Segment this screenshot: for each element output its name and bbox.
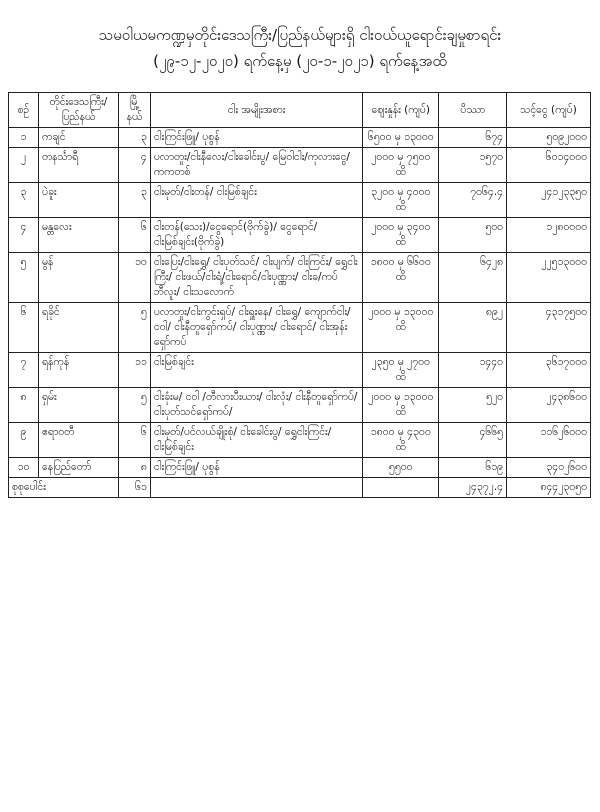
cell-region: ဧရာဝတီ xyxy=(38,423,118,458)
table-row xyxy=(9,218,591,253)
cell-no: ၄ xyxy=(9,218,39,253)
cell-amount: ၂၂၅၁၃၀၀၀ xyxy=(507,253,591,303)
cell-amount: ၃၄၀၂၆၀၀ xyxy=(507,458,591,478)
cell-count: ၈ xyxy=(118,458,150,478)
cell-price: ၂၀၀၀ မှ ၇၅၀၀ ထိ xyxy=(363,148,439,183)
cell-region: ရှမ်း xyxy=(38,388,118,423)
cell-viss: ၁၄၄၀ xyxy=(439,353,507,388)
table-row xyxy=(9,388,591,423)
cell-fish: ပလာတူး/ငါးနီလေး/ငါးခေါင်းပွ/ မြေဝါငါး/ကုလားငွေ/ကကတစ် xyxy=(150,148,362,183)
cell-amount: ၁၂၈၀၀၀၀ xyxy=(507,218,591,253)
cell-fish: ငါးမုတ်/ပင်လယ်ချိုးစုံ/ ငါးခေါင်းပွ/ ရွှေငါးကြင်း/ ငါးမြစ်ချင်း xyxy=(150,423,362,458)
table-header-row xyxy=(9,93,591,128)
cell-region: ရန်ကုန် xyxy=(38,353,118,388)
cell-no: ၉ xyxy=(9,423,39,458)
total-empty-fish xyxy=(150,478,362,498)
table-row xyxy=(9,303,591,353)
total-amount: ၈၄၄၂၃၀၅၀ xyxy=(507,478,591,498)
cell-region: ရခိုင် xyxy=(38,303,118,353)
cell-fish: ငါးကြင်းဖြူ/ ပုစွန် xyxy=(150,128,362,148)
title-line-2: (၂၉-၁၂-၂၀၂၀) ရက်နေ့မှ (၂၀-၁-၂၀၂၁) ရက်နေ့အထိ xyxy=(153,52,447,70)
cell-count: ၃ xyxy=(118,183,150,218)
cell-region: ကချင် xyxy=(38,128,118,148)
cell-amount: ၃၆၁၇၀၀၀ xyxy=(507,353,591,388)
cell-price: ၂၀၀၀ မှ ၃၄၀၀ ထိ xyxy=(363,218,439,253)
cell-amount: ၄၃၁၇၅၀၀ xyxy=(507,303,591,353)
table-row xyxy=(9,458,591,478)
cell-region: မန္တလေး xyxy=(38,218,118,253)
cell-region: တနင်္သာရီ xyxy=(38,148,118,183)
cell-fish: ငါးကြင်းဖြူ/ ပုစွန် xyxy=(150,458,362,478)
cell-region: နေပြည်တော် xyxy=(38,458,118,478)
cell-price: ၂၀၀၀ မှ ၁၃၀၀၀ ထိ xyxy=(363,303,439,353)
table-row xyxy=(9,148,591,183)
header-count: မြို့ နယ် xyxy=(118,93,150,128)
cell-no: ၂ xyxy=(9,148,39,183)
cell-count: ၆ xyxy=(118,423,150,458)
total-row xyxy=(9,478,591,498)
table-row xyxy=(9,423,591,458)
cell-no: ၁၀ xyxy=(9,458,39,478)
cell-fish: ငါးခုံးမ/ ငဝါ /တီလားပီးယား/ ငါးလုံး/ ငါးနီတူရှော်ကပ်/ငါးပုတ်သင်ရှော်ကပ်/ xyxy=(150,388,362,423)
cell-viss: ၆၁၉ xyxy=(439,458,507,478)
cell-price: ၂၀၀၀ မှ ၁၃၀၀၀ ထိ xyxy=(363,388,439,423)
cell-fish: ငါးမုတ်/ငါးတန်/ ငါးမြစ်ချင်း xyxy=(150,183,362,218)
cell-viss: ၄၆၆၅ xyxy=(439,423,507,458)
cell-viss: ၅၂၀ xyxy=(439,388,507,423)
cell-count: ၆ xyxy=(118,218,150,253)
cell-price: ၆၅၀၀ မှ ၁၃၀၀၀ xyxy=(363,128,439,148)
cell-fish: ငါးတန်(သေး)/ငွေရောင်(ဗိုက်ခွဲ)/ ငွေရောင်/ ငါးမြစ်ချင်း(ဗိုက်ခွဲ) xyxy=(150,218,362,253)
cell-no: ၆ xyxy=(9,303,39,353)
cell-count: ၅ xyxy=(118,303,150,353)
table-row xyxy=(9,183,591,218)
cell-viss: ၅၀၀ xyxy=(439,218,507,253)
header-no: စဉ် xyxy=(9,93,39,128)
header-fish: ငါး အမျိုးအစား xyxy=(150,93,362,128)
cell-amount: ၁၁၆၂၆၀၀၀ xyxy=(507,423,591,458)
cell-amount: ၆၀၁၄၀၀၀ xyxy=(507,148,591,183)
cell-amount: ၂၄၃၈၆၀၀ xyxy=(507,388,591,423)
cell-count: ၄ xyxy=(118,148,150,183)
total-viss: ၂၄၃၇၂.၄ xyxy=(439,478,507,498)
cell-viss: ၇၀၆၄.၄ xyxy=(439,183,507,218)
cell-fish: ပလာတူး/ငါးကွင်းရှပ်/ ငါးရှူးနေ/ ငါးရွှေ/ ကျောက်ငါး/ ငဝါ/ ငါးနီတူရှော်ကပ်/ ငါးပုဏ္ဏား/ ငါးရောင်/ ငါးအုန်းရှော်ကပ် xyxy=(150,303,362,353)
title-line-1: သမဝါယမကဏ္ဍမှတိုင်းဒေသကြီး/ပြည်နယ်များရှိ ငါးဝယ်ယူရောင်းချမှုစာရင်း xyxy=(98,26,502,44)
cell-region: ပဲခူး xyxy=(38,183,118,218)
cell-viss: ၆၄၂၈ xyxy=(439,253,507,303)
cell-price: ၁၈၀၀ မှ ၆၆၀၀ ထိ xyxy=(363,253,439,303)
total-label: စုစုပေါင်း xyxy=(9,478,119,498)
cell-no: ၃ xyxy=(9,183,39,218)
cell-viss: ၆၇၄ xyxy=(439,128,507,148)
cell-count: ၃ xyxy=(118,128,150,148)
header-viss: ပိဿာ xyxy=(439,93,507,128)
cell-fish: ငါးပြေး/ငါးရွှေ/ ငါးပုတ်သင်/ ငါးပျက်/ ငါးကြင်း/ ရွှေငါးကြီး/ ငါးဖယ်/ငါးရံ့/ငါးရောင်/ငါးပုဏ္ဏား/ ငါးခ/ကပ်ဘီလူး/ ငါးသလောက် xyxy=(150,253,362,303)
cell-fish: ငါးမြစ်ချင်း xyxy=(150,353,362,388)
header-price: ဈေးနှုန်း (ကျပ်) xyxy=(363,93,439,128)
cell-price: ၅၅၀၀ xyxy=(363,458,439,478)
cell-amount: ၅၀၉၂၀၀၀ xyxy=(507,128,591,148)
cell-amount: ၂၄၁၂၃၃၅၀ xyxy=(507,183,591,218)
header-region: တိုင်းဒေသကြီး/ ပြည်နယ် xyxy=(38,93,118,128)
cell-price: ၂၃၅၀ မှ ၂၇၀၀ ထိ xyxy=(363,353,439,388)
cell-no: ၁ xyxy=(9,128,39,148)
cell-region: မွန် xyxy=(38,253,118,303)
table-row xyxy=(9,253,591,303)
cell-viss: ၁၅၇၀ xyxy=(439,148,507,183)
table-row xyxy=(9,128,591,148)
cell-count: ၅ xyxy=(118,388,150,423)
cell-no: ၅ xyxy=(9,253,39,303)
total-count: ၆၁ xyxy=(118,478,150,498)
header-amount: သင့်ငွေ (ကျပ်) xyxy=(507,93,591,128)
fish-sales-table xyxy=(8,92,591,498)
cell-no: ၇ xyxy=(9,353,39,388)
cell-price: ၁၈၀၀ မှ ၄၃၀၀ ထိ xyxy=(363,423,439,458)
cell-price: ၃၂၀၀ မှ ၄၀၀၀ ထိ xyxy=(363,183,439,218)
document-title xyxy=(0,22,600,74)
table-row xyxy=(9,353,591,388)
cell-viss: ၈၉၂ xyxy=(439,303,507,353)
total-empty-price xyxy=(363,478,439,498)
cell-count: ၁၁ xyxy=(118,353,150,388)
cell-no: ၈ xyxy=(9,388,39,423)
cell-count: ၁၀ xyxy=(118,253,150,303)
